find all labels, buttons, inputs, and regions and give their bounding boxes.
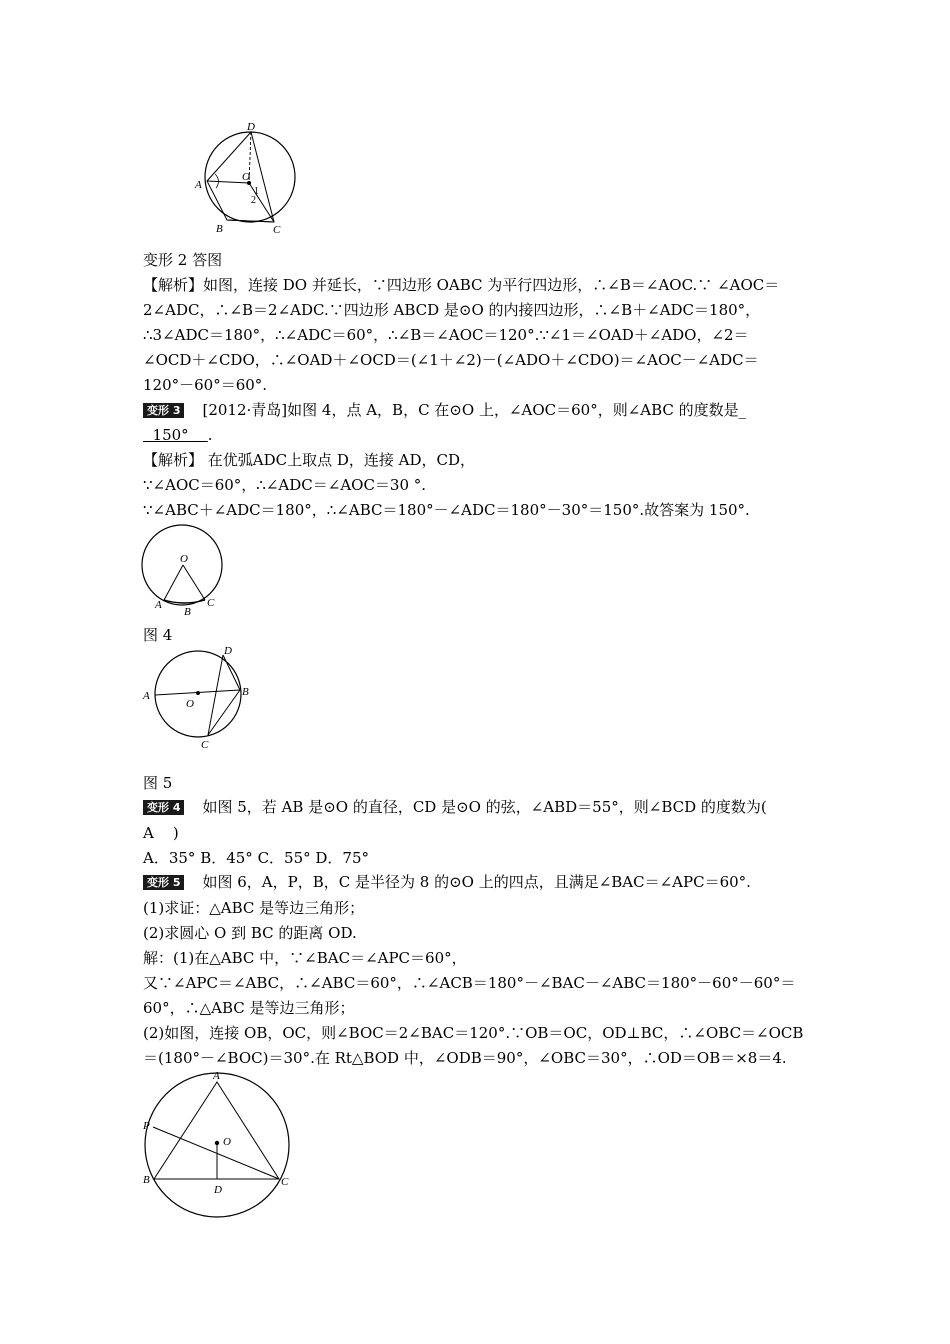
figure-5 — [138, 642, 258, 754]
fig1-label-1: 1 — [254, 186, 259, 197]
var3-solution-line-3: ∵∠ABC＋∠ADC＝180°，∴∠ABC＝180°－∠ADC＝180°－30°＝150°.故答案为 150°. — [143, 501, 750, 519]
var5-line-3: 解：(1)在△ABC 中，∵∠BAC＝∠APC＝60°， — [143, 949, 467, 967]
var3-answer: 150° — [152, 426, 189, 444]
fig6-label-c: C — [281, 1176, 289, 1188]
fig5-label-a: A — [143, 690, 150, 702]
fig6-label-b: B — [143, 1174, 150, 1186]
fig6-label-p: P — [143, 1120, 150, 1132]
var4-answer-line: A ) — [143, 824, 179, 842]
var5-line-5: 60°，∴△ABC 是等边三角形； — [143, 999, 355, 1017]
var4-stem-line — [143, 797, 767, 817]
var5-stem-line — [143, 872, 751, 892]
var5-line-2: (2)求圆心 O 到 BC 的距离 OD. — [143, 924, 357, 942]
var3-answer-line: 150° . — [143, 425, 213, 445]
var5-line-4: 又∵∠APC＝∠ABC，∴∠ABC＝60°，∴∠ACB＝180°－∠BAC－∠ABC＝180°－60°－60°＝ — [143, 974, 796, 992]
var2-solution-line-1: 【解析】如图，连接 DO 并延长，∵四边形 OABC 为平行四边形，∴∠B＝∠AOC.∵ ∠AOC＝ — [143, 276, 780, 294]
fig6-label-a: A — [213, 1070, 220, 1082]
var4-options: A．35° B．45° C．55° D．75° — [143, 849, 370, 867]
var4-answer: A — [143, 824, 154, 842]
var3-stem: [2012·青岛]如图 4，点 A，B，C 在⊙O 上，∠AOC＝60°，则∠ABC 的度数是 — [202, 401, 739, 419]
var4-stem: 如图 5，若 AB 是⊙O 的直径，CD 是⊙O 的弦，∠ABD＝55°，则∠BCD 的度数为( — [202, 798, 767, 816]
figure-6 — [138, 1068, 308, 1228]
fig4-label-o: O — [180, 553, 188, 565]
figure-4 — [138, 520, 238, 620]
var5-line-7: ＝(180°－∠BOC)＝30°.在 Rt△BOD 中，∠ODB＝90°，∠OBC＝30°，∴OD＝OB＝×8＝4. — [143, 1049, 787, 1067]
fig4-caption: 图 4 — [143, 626, 173, 644]
figure-variant2-answer — [190, 118, 310, 238]
fig1-label-b: B — [216, 223, 223, 235]
var3-tag: 变形 3 — [143, 403, 184, 418]
var2-solution-line-2: 2∠ADC，∴∠B＝2∠ADC.∵四边形 ABCD 是⊙O 的内接四边形，∴∠B＋∠ADC＝180°， — [143, 301, 761, 319]
fig6-label-o: O — [223, 1136, 231, 1148]
fig5-label-c: C — [201, 739, 209, 751]
fig1-label-c: C — [273, 224, 281, 236]
fig1-label-d: D — [247, 121, 255, 133]
var2-solution-line-4: ∠OCD＋∠CDO，∴∠OAD＋∠OCD＝(∠1＋∠2)－(∠ADO＋∠CDO)＝∠AOC－∠ADC＝ — [143, 351, 759, 369]
var3-solution-line-1: 【解析】 在优弧ADC上取点 D，连接 AD，CD， — [143, 451, 476, 469]
fig1-label-2: 2 — [251, 195, 256, 206]
var4-tag: 变形 4 — [143, 800, 184, 815]
fig1-label-a: A — [195, 179, 202, 191]
var2-solution-line-5: 120°－60°＝60°. — [143, 376, 268, 394]
fig4-label-a: A — [155, 599, 162, 611]
var5-line-1: (1)求证：△ABC 是等边三角形； — [143, 899, 365, 917]
fig1-label-o: O — [242, 171, 250, 183]
var3-stem-line: 变形 3 [2012·青岛]如图 4，点 A，B，C 在⊙O 上，∠AOC＝60°，则∠ABC 的度数是_ — [143, 400, 746, 420]
fig5-label-d: D — [224, 645, 232, 657]
var3-solution-line-2: ∵∠AOC＝60°，∴∠ADC＝∠AOC＝30 °. — [143, 476, 427, 494]
var5-line-6: (2)如图，连接 OB，OC，则∠BOC＝2∠BAC＝120°.∵OB＝OC，OD⊥BC，∴∠OBC＝∠OCB — [143, 1024, 804, 1042]
var5-stem: 如图 6，A，P，B，C 是半径为 8 的⊙O 上的四点，且满足∠BAC＝∠APC＝60°. — [202, 873, 751, 891]
fig5-caption: 图 5 — [143, 774, 173, 792]
fig1-caption: 变形 2 答图 — [143, 251, 223, 269]
fig6-label-d: D — [214, 1184, 222, 1196]
fig5-label-b: B — [242, 686, 249, 698]
fig4-label-b: B — [184, 606, 191, 618]
var5-tag: 变形 5 — [143, 875, 184, 890]
fig4-label-c: C — [207, 597, 215, 609]
fig5-label-o: O — [186, 698, 194, 710]
var2-solution-line-3: ∴3∠ADC＝180°，∴∠ADC＝60°，∴∠B＝∠AOC＝120°.∵∠1＝∠OAD＋∠ADO，∠2＝ — [143, 326, 749, 344]
